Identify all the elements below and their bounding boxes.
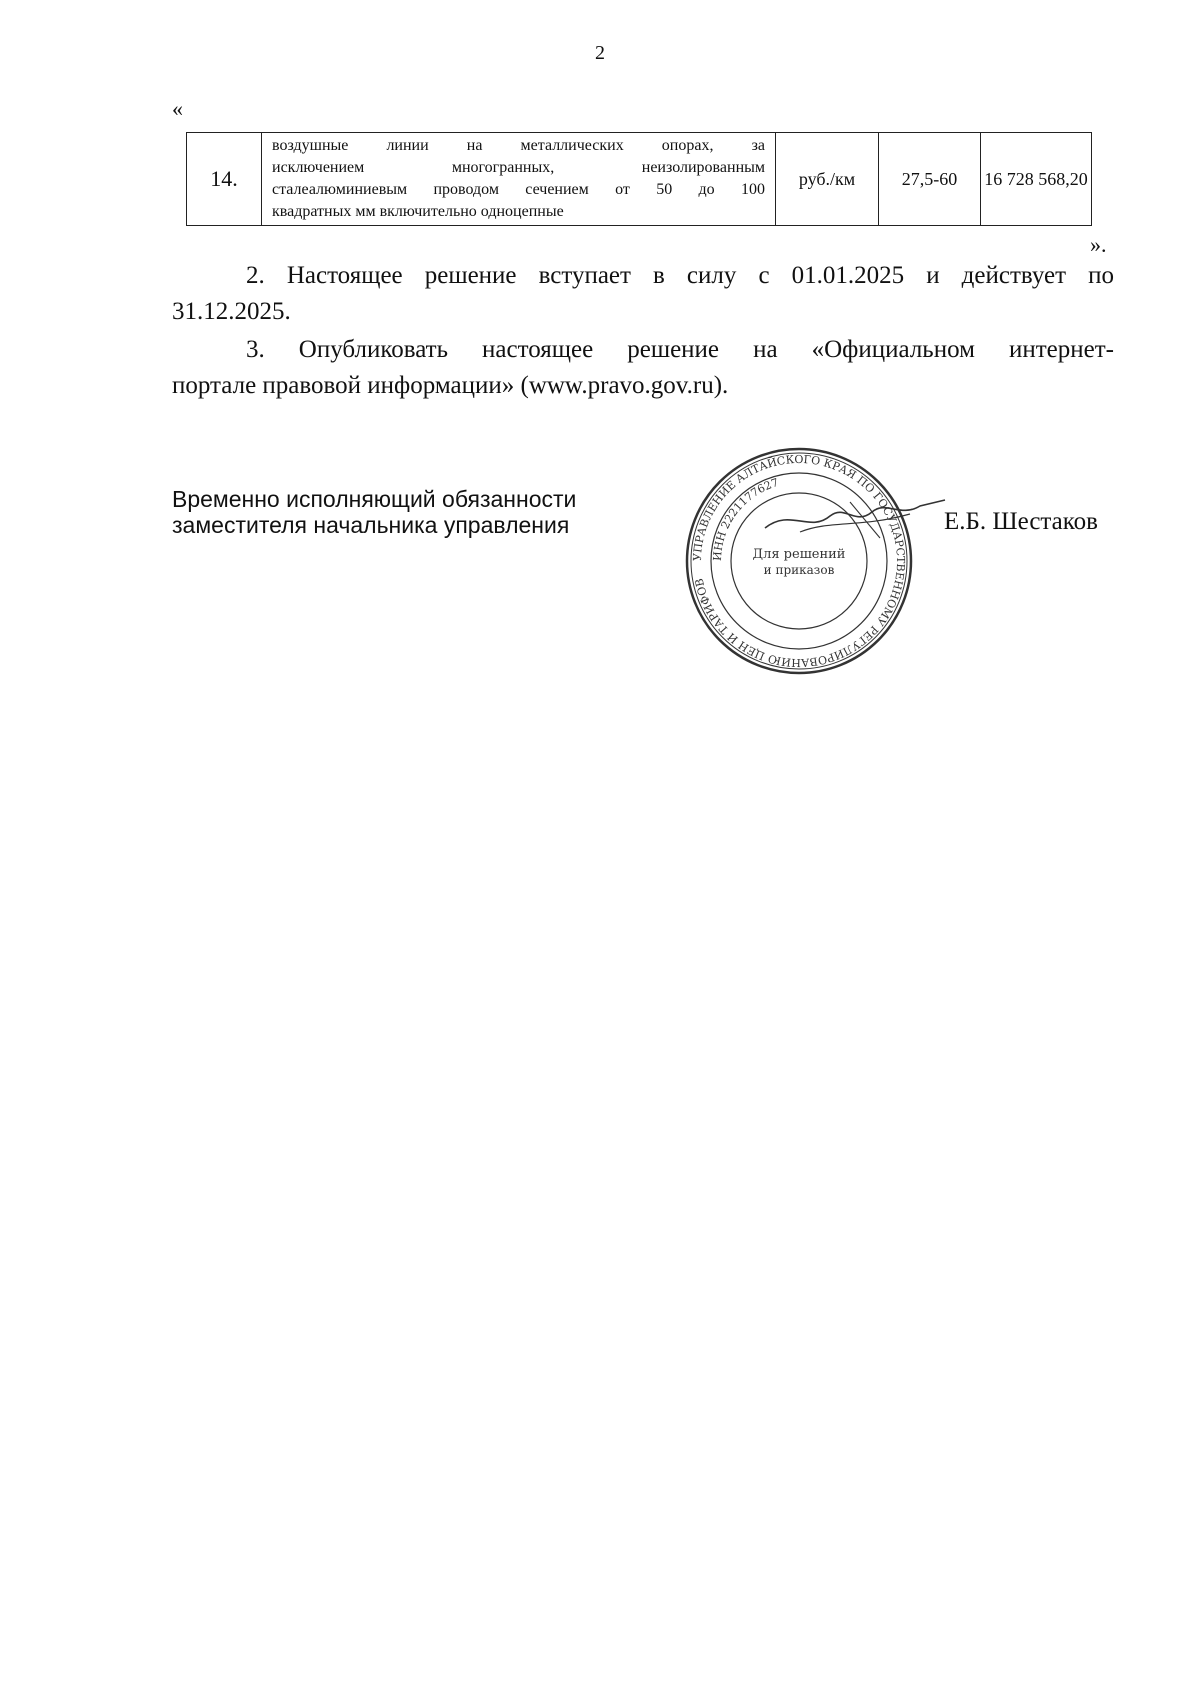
description-line: исключением многогранных, неизолированным xyxy=(272,159,765,176)
signatory-title-line: Временно исполняющий обязанности xyxy=(172,486,577,512)
seal-center-line: Для решений xyxy=(752,547,846,562)
description-line: квадратных мм включительно одноцепные xyxy=(272,203,564,220)
signatory-title xyxy=(172,486,576,538)
row-unit: руб./км xyxy=(776,133,879,226)
seal-inn-text: ИНН 2221177627 xyxy=(710,475,781,562)
tariff-table xyxy=(186,132,1092,226)
paragraph-line: 2. Настоящее решение вступает в силу с 01.01.2025 и действует по xyxy=(246,262,1114,289)
opening-quote-mark: « xyxy=(172,96,183,121)
official-seal xyxy=(684,446,914,676)
row-number: 14. xyxy=(187,133,262,226)
table-row xyxy=(187,133,1092,226)
paragraph-line: портале правовой информации» (www.pravo.gov.ru). xyxy=(172,372,729,399)
description-line: сталеалюминиевым проводом сечением от 50 до 100 xyxy=(272,181,765,198)
signatory-title-line: заместителя начальника управления xyxy=(172,512,570,538)
signatory-name: Е.Б. Шестаков xyxy=(944,508,1098,535)
seal-outer-text: УПРАВЛЕНИЕ АЛТАЙСКОГО КРАЯ ПО ГОСУДАРСТВЕННОМУ РЕГУЛИРОВАНИЮ ЦЕН И ТАРИФОВ xyxy=(690,452,908,670)
paragraph-line: 3. Опубликовать настоящее решение на «Официальном интернет- xyxy=(246,336,1114,363)
row-range: 27,5-60 xyxy=(879,133,981,226)
description-line: воздушные линии на металлических опорах, за xyxy=(272,137,765,154)
seal-center-line: и приказов xyxy=(763,563,835,577)
paragraph-effective-date xyxy=(172,258,1114,330)
paragraph-publication xyxy=(172,332,1114,404)
row-description xyxy=(262,133,776,226)
closing-quote-mark: ». xyxy=(1090,232,1107,257)
row-price: 16 728 568,20 xyxy=(981,133,1092,226)
paragraph-line: 31.12.2025. xyxy=(172,298,291,325)
page-number: 2 xyxy=(595,42,605,64)
handwritten-signature xyxy=(760,488,950,548)
